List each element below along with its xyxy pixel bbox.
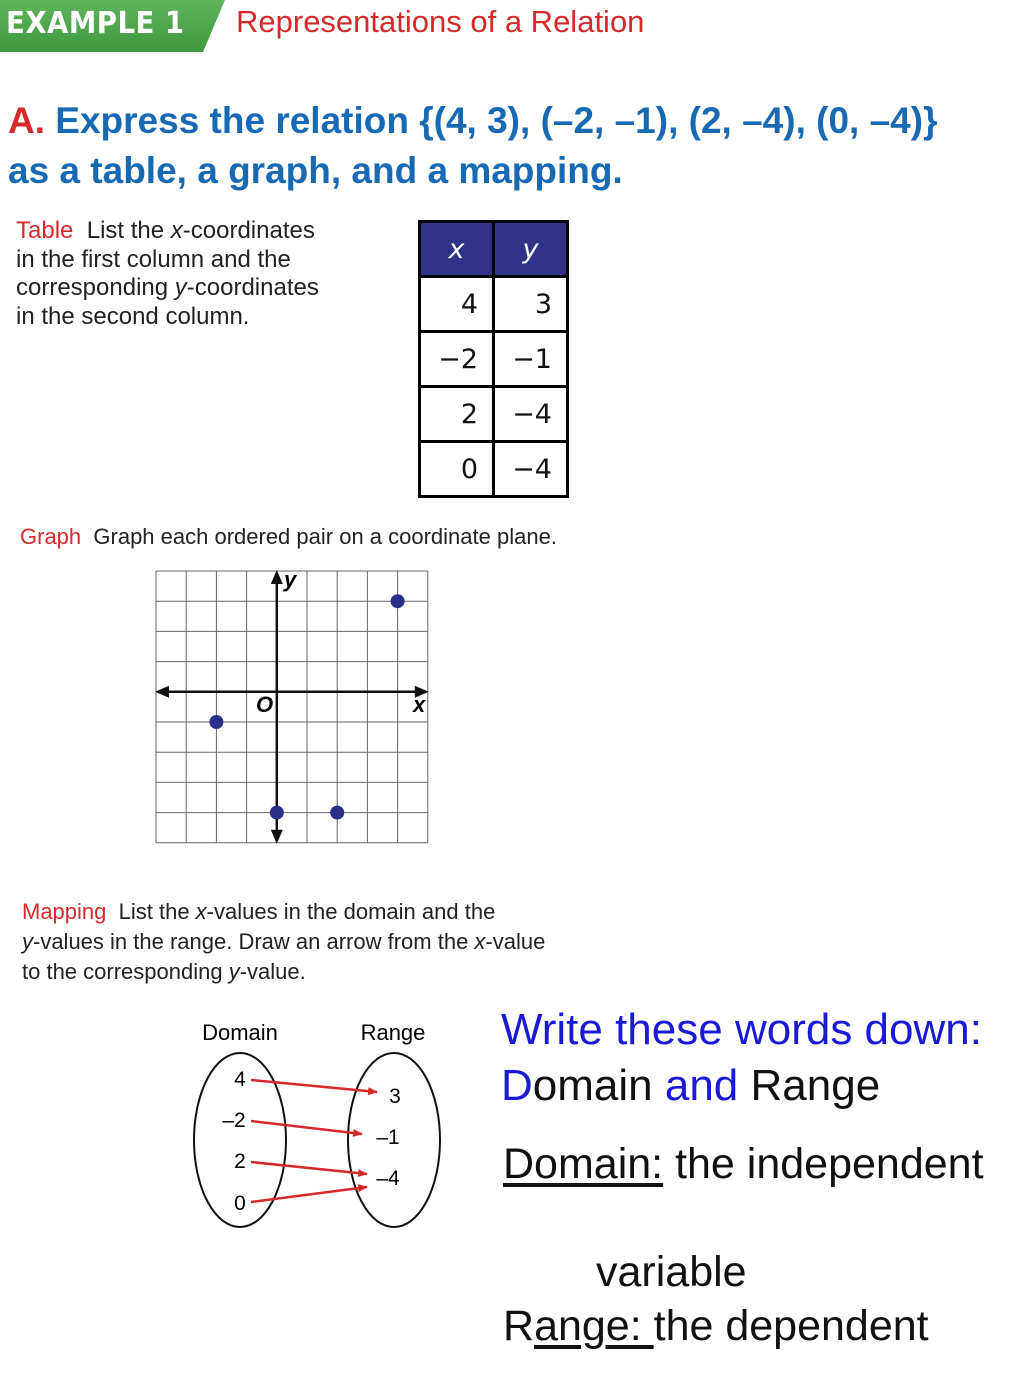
axes: [155, 570, 429, 844]
data-point: [270, 806, 284, 820]
desc-text: to the corresponding: [22, 959, 229, 984]
table-cell: 3: [494, 277, 568, 332]
origin-label: O: [256, 692, 274, 717]
table-description: [16, 217, 376, 331]
table-cell: 0: [420, 442, 494, 497]
table-row: [420, 442, 568, 497]
table-cell: 4: [420, 277, 494, 332]
table-cell: 2: [420, 387, 494, 442]
table-header-y: y: [494, 222, 568, 277]
desc-text: Graph each ordered pair on a coordinate plane.: [93, 524, 557, 549]
mapping-arrow: [251, 1187, 367, 1202]
desc-text: corresponding: [16, 274, 175, 301]
mapping-arrow: [251, 1121, 362, 1134]
note-text: Range: [738, 1061, 881, 1110]
desc-text: in the first column and the: [16, 245, 291, 273]
data-point: [391, 594, 405, 608]
range-value: –4: [376, 1167, 400, 1190]
x-axis-label: x: [413, 692, 426, 717]
y-axis-arrow-up: [271, 570, 283, 584]
note-text: the dependent: [653, 1302, 929, 1350]
note-line2: [501, 1061, 880, 1111]
problem-text: Express the relation {(4, 3), (–2, –1), (2, –4), (0, –4)}: [55, 100, 938, 141]
var-y: y: [174, 274, 187, 301]
x-axis-arrow-left: [155, 686, 169, 698]
domain-label: Domain: [202, 1020, 278, 1045]
section-title: Representations of a Relation: [236, 4, 645, 39]
desc-text: -coordinates: [186, 274, 319, 301]
data-point: [330, 806, 344, 820]
note-text: omain: [532, 1061, 665, 1110]
mapping-description: [22, 897, 642, 987]
var-x: x: [170, 217, 183, 244]
table-cell: −1: [494, 332, 568, 387]
range-definition: [503, 1302, 929, 1351]
table-cell: −4: [494, 387, 568, 442]
var-x: x: [195, 899, 207, 924]
mapping-label: Mapping: [22, 899, 107, 924]
y-axis-label: y: [284, 567, 297, 592]
data-point: [209, 715, 223, 729]
desc-text: -coordinates: [182, 217, 315, 244]
coordinate-plane: [150, 565, 440, 850]
example-label: EXAMPLE 1: [6, 6, 185, 41]
problem-statement-line1: [8, 100, 937, 142]
range-value: 3: [389, 1085, 401, 1108]
problem-statement-line2: as a table, a graph, and a mapping.: [8, 150, 623, 191]
note-line1: Write these words down:: [501, 1005, 982, 1054]
table-cell: −4: [494, 442, 568, 497]
domain-definition: [503, 1140, 984, 1189]
domain-value: 0: [234, 1192, 246, 1215]
desc-text: -value.: [239, 959, 306, 984]
table-cell: −2: [420, 332, 494, 387]
y-axis-arrow-down: [271, 830, 283, 844]
note-text: R: [503, 1302, 535, 1350]
domain-definition-cont: variable: [596, 1248, 747, 1296]
mapping-diagram: [185, 1010, 455, 1235]
table-header-x: x: [420, 222, 494, 277]
note-text: and: [664, 1061, 739, 1110]
domain-value: –2: [222, 1109, 246, 1132]
desc-text: -value: [485, 929, 546, 954]
desc-text: in the second column.: [16, 302, 250, 330]
graph-description: [20, 523, 720, 552]
domain-value: 4: [234, 1068, 246, 1091]
domain-value: 2: [234, 1150, 246, 1173]
note-text: the independent: [663, 1140, 984, 1188]
var-y: y: [228, 959, 240, 984]
table-label: Table: [16, 217, 74, 244]
table-row: [420, 387, 568, 442]
desc-text: List the: [86, 217, 171, 244]
graph-label: Graph: [20, 524, 82, 549]
var-x: x: [474, 929, 486, 954]
desc-text: List the: [118, 899, 196, 924]
desc-text: -values in the domain and the: [206, 899, 496, 924]
var-y: y: [22, 929, 33, 954]
table-row: [420, 277, 568, 332]
range-term: ange:: [534, 1302, 654, 1350]
domain-term: Domain:: [503, 1140, 664, 1188]
part-letter: A.: [8, 100, 45, 141]
note-text: D: [501, 1061, 533, 1110]
range-label: Range: [360, 1020, 426, 1045]
desc-text: -values in the range. Draw an arrow from the: [33, 929, 475, 954]
xy-table: [418, 220, 569, 498]
table-row: [420, 332, 568, 387]
grid: [156, 571, 428, 843]
range-value: –1: [376, 1126, 400, 1149]
